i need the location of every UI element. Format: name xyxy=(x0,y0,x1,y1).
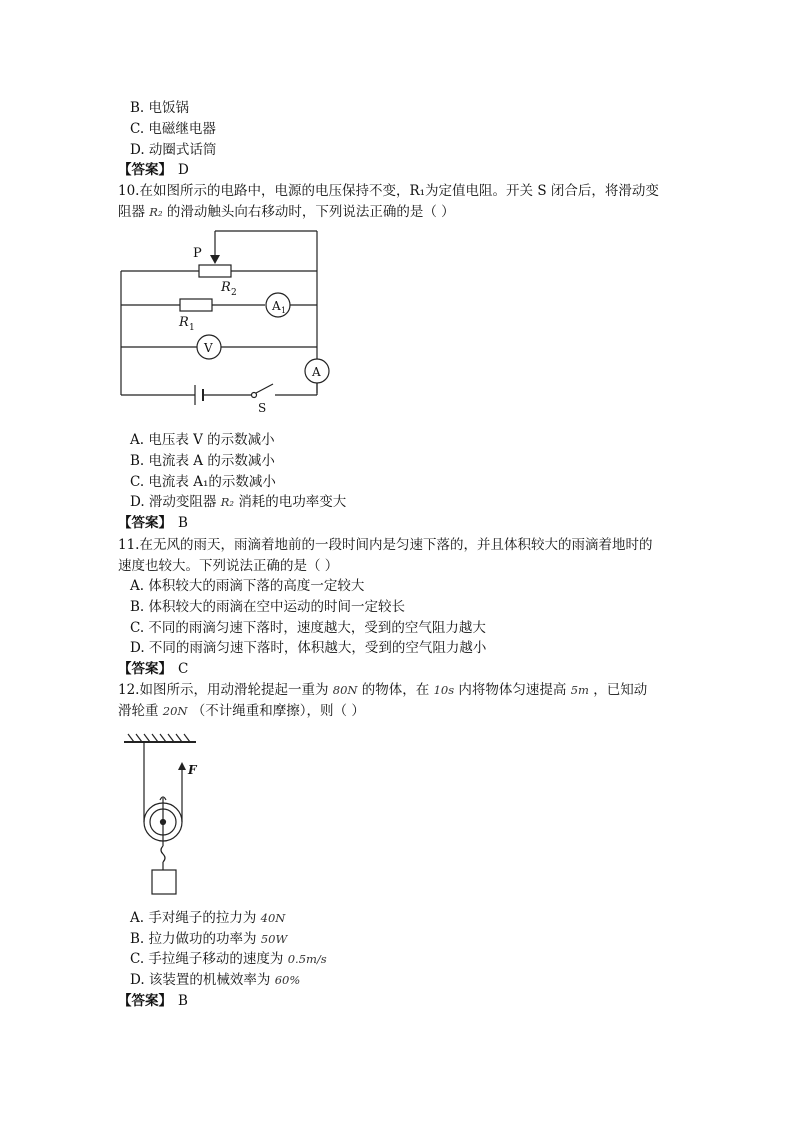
q10-stem-line2 xyxy=(118,202,455,222)
q12-option-d xyxy=(130,970,300,990)
q10-option-d-text-2: 消耗的电功率变大 xyxy=(238,494,347,510)
q10-option-d xyxy=(130,492,346,512)
q12-option-a xyxy=(130,908,285,928)
q12-stem-text-c: 内将物体匀速提高 xyxy=(458,682,567,698)
q9-option-c: C. 电磁继电器 xyxy=(130,121,216,137)
q10-stem-math-r2: R₂ xyxy=(149,205,163,219)
q12-stem-text-b: 的物体，在 xyxy=(361,682,430,698)
q12-option-b-text: B. 拉力做功的功率为 xyxy=(130,931,257,947)
q11-option-c: C. 不同的雨滴匀速下落时，速度越大，受到的空气阻力越大 xyxy=(130,620,486,636)
answer-value: D xyxy=(178,162,189,178)
q9-answer xyxy=(118,160,189,180)
q10-option-d-math: R₂ xyxy=(220,495,235,509)
q12-option-c-math: 0.5m/s xyxy=(287,952,327,966)
q11-stem-line1: 11.在无风的雨天，雨滴着地前的一段时间内是匀速下落的，并且体积较大的雨滴着地时的 xyxy=(118,537,653,553)
q9-option-b: B. 电饭锅 xyxy=(130,100,190,116)
q10-option-c: C. 电流表 A₁的示数减小 xyxy=(130,474,276,490)
label-a1-sub: 1 xyxy=(281,306,287,315)
q12-stem-line2 xyxy=(118,701,365,721)
q12-stem-math-time: 10s xyxy=(433,683,455,697)
q12-option-a-text: A. 手对绳子的拉力为 xyxy=(130,910,257,926)
q12-option-c xyxy=(130,949,327,969)
q11-option-d: D. 不同的雨滴匀速下落时，体积越大，受到的空气阻力越小 xyxy=(130,640,487,656)
label-p: P xyxy=(193,246,202,261)
q10-stem-text-2: 的滑动触头向右移动时，下列说法正确的是（ ） xyxy=(166,204,455,220)
q12-stem-text-e: 滑轮重 xyxy=(118,703,159,719)
q12-option-d-text: D. 该装置的机械效率为 xyxy=(130,972,271,988)
q10-stem-text: 阻器 xyxy=(118,204,145,220)
q12-answer xyxy=(118,991,188,1011)
label-s: S xyxy=(258,401,267,415)
q12-option-b xyxy=(130,929,287,949)
q12-stem-text-f: （不计绳重和摩擦），则（ ） xyxy=(191,703,365,719)
q12-option-d-math: 60% xyxy=(274,973,301,987)
label-f: F xyxy=(188,763,197,777)
q11-option-a: A. 体积较大的雨滴下落的高度一定较大 xyxy=(130,578,365,594)
answer-value: B xyxy=(178,993,188,1009)
label-a: A xyxy=(312,365,321,379)
label-a1: A xyxy=(272,299,281,313)
q12-stem-math-pulley-weight: 20N xyxy=(162,704,188,718)
q10-stem-line1: 10.在如图所示的电路中，电源的电压保持不变，R₁为定值电阻。开关 S 闭合后，将滑动变 xyxy=(118,183,659,199)
q10-option-b: B. 电流表 A 的示数减小 xyxy=(130,453,275,469)
q10-option-a: A. 电压表 V 的示数减小 xyxy=(130,432,275,448)
pulley-diagram xyxy=(120,730,210,900)
answer-value: B xyxy=(178,515,188,531)
q12-stem-text-a: 12.如图所示，用动滑轮提起一重为 xyxy=(118,682,329,698)
q12-stem-text-d: ，已知动 xyxy=(593,682,648,698)
q12-stem-math-weight: 80N xyxy=(332,683,358,697)
answer-label: 【答案】 xyxy=(118,162,172,178)
q12-option-c-text: C. 手拉绳子移动的速度为 xyxy=(130,951,284,967)
label-r1-sub: 1 xyxy=(189,323,195,333)
label-r2-sub: 2 xyxy=(231,288,237,298)
q10-option-d-text: D. 滑动变阻器 xyxy=(130,494,217,510)
q10-answer xyxy=(118,513,188,533)
q12-option-b-math: 50W xyxy=(260,932,288,946)
q12-option-a-math: 40N xyxy=(260,911,286,925)
q12-stem-line1 xyxy=(118,680,647,700)
q11-stem-line2: 速度也较大。下列说法正确的是（ ） xyxy=(118,558,339,574)
answer-label: 【答案】 xyxy=(118,993,172,1009)
label-r1: R xyxy=(179,315,189,330)
q11-option-b: B. 体积较大的雨滴在空中运动的时间一定较长 xyxy=(130,599,406,615)
label-r2: R xyxy=(221,280,231,295)
label-v: V xyxy=(204,341,213,355)
q11-answer xyxy=(118,659,188,679)
answer-label: 【答案】 xyxy=(118,661,172,677)
answer-label: 【答案】 xyxy=(118,515,172,531)
q9-option-d: D. 动圈式话筒 xyxy=(130,142,217,158)
circuit-diagram xyxy=(115,225,330,420)
q12-stem-math-height: 5m xyxy=(570,683,589,697)
answer-value: C xyxy=(178,661,189,677)
